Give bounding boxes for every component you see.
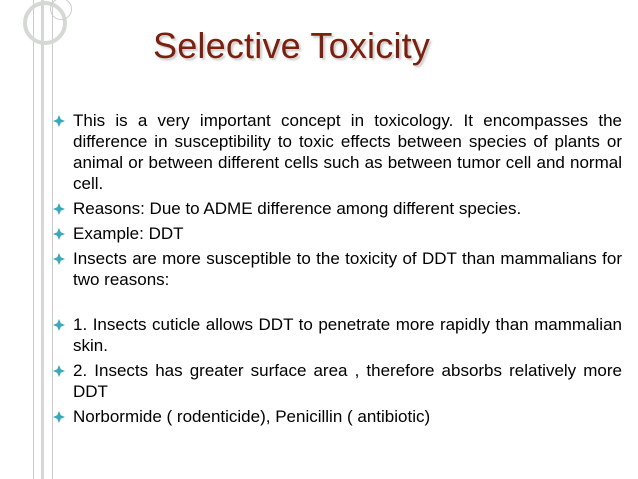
bullet-list <box>52 110 622 427</box>
bullet-item <box>52 406 622 427</box>
bullet-text: Norbormide ( rodenticide), Penicillin ( antibiotic) <box>73 407 431 426</box>
bullet-item <box>52 248 622 290</box>
bullet-text: Reasons: Due to ADME difference among different species. <box>73 199 522 218</box>
decorative-circle <box>50 0 72 20</box>
bullet-text: This is a very important concept in toxicology. It encompasses the difference in susceptibility to toxic effects between species of plants or animal or between different cells such as between tumor cell and normal cell. <box>73 111 622 193</box>
decorative-line <box>41 0 44 479</box>
bullet-icon <box>52 114 66 128</box>
bullet-icon <box>52 318 66 332</box>
bullet-icon <box>52 227 66 241</box>
bullet-item <box>52 314 622 356</box>
slide-title: Selective Toxicity <box>153 25 431 66</box>
bullet-text: 2. Insects has greater surface area , therefore absorbs relatively more DDT <box>73 361 622 401</box>
bullet-item <box>52 223 622 244</box>
bullet-text: 1. Insects cuticle allows DDT to penetrate more rapidly than mammalian skin. <box>73 315 622 355</box>
bullet-text: Example: DDT <box>73 224 184 243</box>
bullet-item <box>52 360 622 402</box>
bullet-item <box>52 110 622 194</box>
bullet-text: Insects are more susceptible to the toxicity of DDT than mammalians for two reasons: <box>73 249 622 289</box>
decorative-line <box>33 0 34 479</box>
bullet-icon <box>52 252 66 266</box>
bullet-icon <box>52 364 66 378</box>
bullet-item <box>52 198 622 219</box>
bullet-icon <box>52 202 66 216</box>
bullet-icon <box>52 410 66 424</box>
